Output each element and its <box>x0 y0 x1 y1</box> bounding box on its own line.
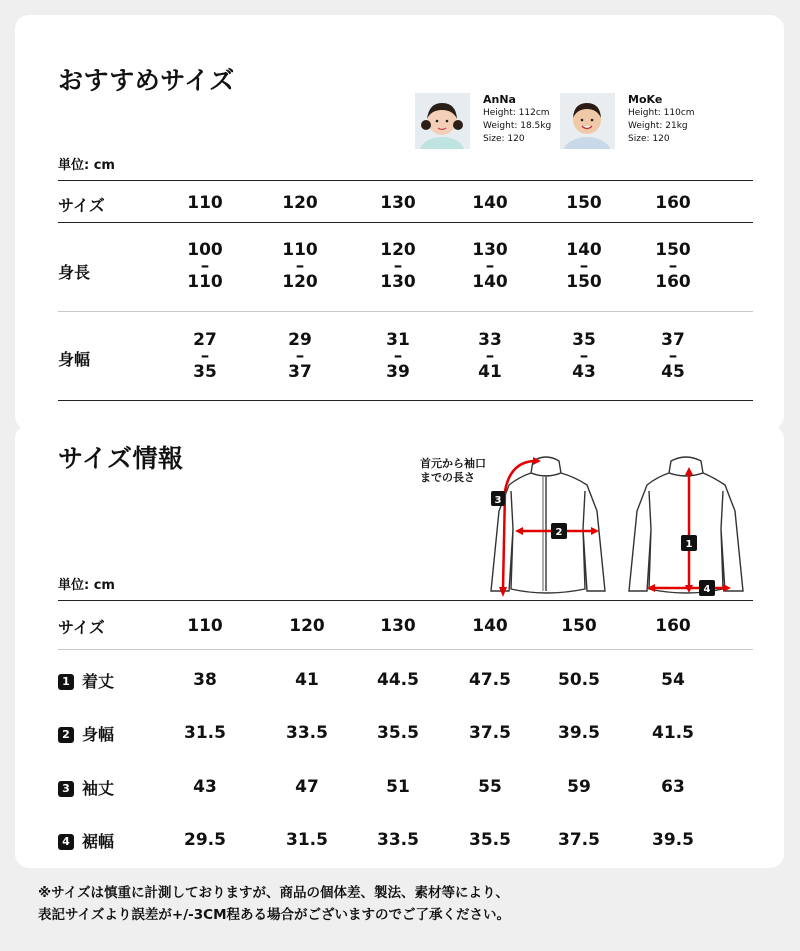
table2-r4-110: 29.5 <box>184 830 226 850</box>
table2-r3-160: 63 <box>661 777 685 797</box>
model-moke-height: Height: 110cm <box>628 108 695 118</box>
table1-height-140: 130 – 140 <box>472 240 508 292</box>
table2-r3-130: 51 <box>386 777 410 797</box>
table2-top-rule <box>58 600 753 601</box>
table2-r3-110: 43 <box>193 777 217 797</box>
measure-1-badge: 1 <box>685 539 693 550</box>
table1-header-label: サイズ <box>58 196 105 215</box>
table2-header-label: サイズ <box>58 618 105 637</box>
size-info-title: サイズ情報 <box>58 444 184 473</box>
model-moke-weight: Weight: 21kg <box>628 121 688 131</box>
table1-width-120: 29 – 37 <box>288 330 312 382</box>
table2-r1-110: 38 <box>193 670 217 690</box>
table1-row-height-label: 身長 <box>58 263 91 282</box>
measure-3-badge: 3 <box>494 495 502 506</box>
disclaimer-line-2: 表記サイズより誤差が+/-3CM程ある場合がございますのでご了承ください。 <box>38 907 510 923</box>
table2-r2-160: 41.5 <box>652 723 694 743</box>
table1-width-160: 37 – 45 <box>661 330 685 382</box>
table2-row-3-label: 3 袖丈 <box>58 776 114 799</box>
diagram-note-line1: 首元から袖口 <box>420 457 486 470</box>
table2-r2-110: 31.5 <box>184 723 226 743</box>
measure-4-badge: 4 <box>703 584 711 595</box>
table2-r1-160: 54 <box>661 670 685 690</box>
row-2-number-badge: 2 <box>58 727 74 743</box>
row-3-number-badge: 3 <box>58 781 74 797</box>
table2-r2-150: 39.5 <box>558 723 600 743</box>
table1-height-130: 120 – 130 <box>380 240 416 292</box>
table1-size-110: 110 <box>187 193 223 213</box>
model-anna-photo <box>415 93 470 149</box>
table1-height-160: 150 – 160 <box>655 240 691 292</box>
table1-width-110: 27 – 35 <box>193 330 217 382</box>
table1-height-110: 100 – 110 <box>187 240 223 292</box>
table1-row-rule <box>58 311 753 312</box>
disclaimer-line-1: ※サイズは慎重に計測しておりますが、商品の個体差、製法、素材等により、 <box>38 885 510 901</box>
model-anna-size: Size: 120 <box>483 134 525 144</box>
table1-width-130: 31 – 39 <box>386 330 410 382</box>
table2-r2-140: 37.5 <box>469 723 511 743</box>
table1-height-150: 140 – 150 <box>566 240 602 292</box>
table1-height-120: 110 – 120 <box>282 240 318 292</box>
table1-size-140: 140 <box>472 193 508 213</box>
table1-size-130: 130 <box>380 193 416 213</box>
table2-r3-150: 59 <box>567 777 591 797</box>
table2-size-140: 140 <box>472 616 508 636</box>
table2-r2-130: 35.5 <box>377 723 419 743</box>
table2-r4-140: 35.5 <box>469 830 511 850</box>
recommended-size-card <box>15 15 784 430</box>
table2-row-4-label: 4 裾幅 <box>58 829 114 852</box>
row-1-number-badge: 1 <box>58 674 74 690</box>
table2-r1-150: 50.5 <box>558 670 600 690</box>
recommended-size-title: おすすめサイズ <box>58 66 235 95</box>
size-info-card <box>15 425 784 868</box>
table1-size-160: 160 <box>655 193 691 213</box>
garment-measurement-diagram <box>415 451 745 601</box>
table1-width-150: 35 – 43 <box>572 330 596 382</box>
table1-header-rule <box>58 222 753 223</box>
model-anna-name: AnNa <box>483 93 516 106</box>
table2-r4-160: 39.5 <box>652 830 694 850</box>
table1-bottom-rule <box>58 400 753 401</box>
table2-size-160: 160 <box>655 616 691 636</box>
table2-r2-120: 33.5 <box>286 723 328 743</box>
table2-row-1-label: 1 着丈 <box>58 669 114 692</box>
table1-row-width-label: 身幅 <box>58 350 91 369</box>
table2-r1-130: 44.5 <box>377 670 419 690</box>
back-jacket-icon <box>629 457 743 593</box>
table2-size-130: 130 <box>380 616 416 636</box>
table1-size-150: 150 <box>566 193 602 213</box>
table2-r1-120: 41 <box>295 670 319 690</box>
measure-2-badge: 2 <box>555 527 563 538</box>
table2-size-110: 110 <box>187 616 223 636</box>
table2-r3-140: 55 <box>478 777 502 797</box>
table2-r1-140: 47.5 <box>469 670 511 690</box>
diagram-note-line2: までの長さ <box>420 471 475 484</box>
model-moke-photo <box>560 93 615 149</box>
model-anna-height: Height: 112cm <box>483 108 550 118</box>
table1-top-rule <box>58 180 753 181</box>
table2-size-120: 120 <box>289 616 325 636</box>
model-anna-weight: Weight: 18.5kg <box>483 121 552 131</box>
table1-size-120: 120 <box>282 193 318 213</box>
table2-r4-150: 37.5 <box>558 830 600 850</box>
table1-width-140: 33 – 41 <box>478 330 502 382</box>
table2-r4-120: 31.5 <box>286 830 328 850</box>
row-4-number-badge: 4 <box>58 834 74 850</box>
table2-row-2-label: 2 身幅 <box>58 722 114 745</box>
table2-header-rule <box>58 649 753 650</box>
disclaimer-note <box>38 882 510 926</box>
model-moke-size: Size: 120 <box>628 134 670 144</box>
size-info-unit: 単位: cm <box>58 578 115 593</box>
table2-size-150: 150 <box>561 616 597 636</box>
recommended-unit: 単位: cm <box>58 158 115 173</box>
table2-r4-130: 33.5 <box>377 830 419 850</box>
table2-r3-120: 47 <box>295 777 319 797</box>
model-moke-name: MoKe <box>628 93 663 106</box>
